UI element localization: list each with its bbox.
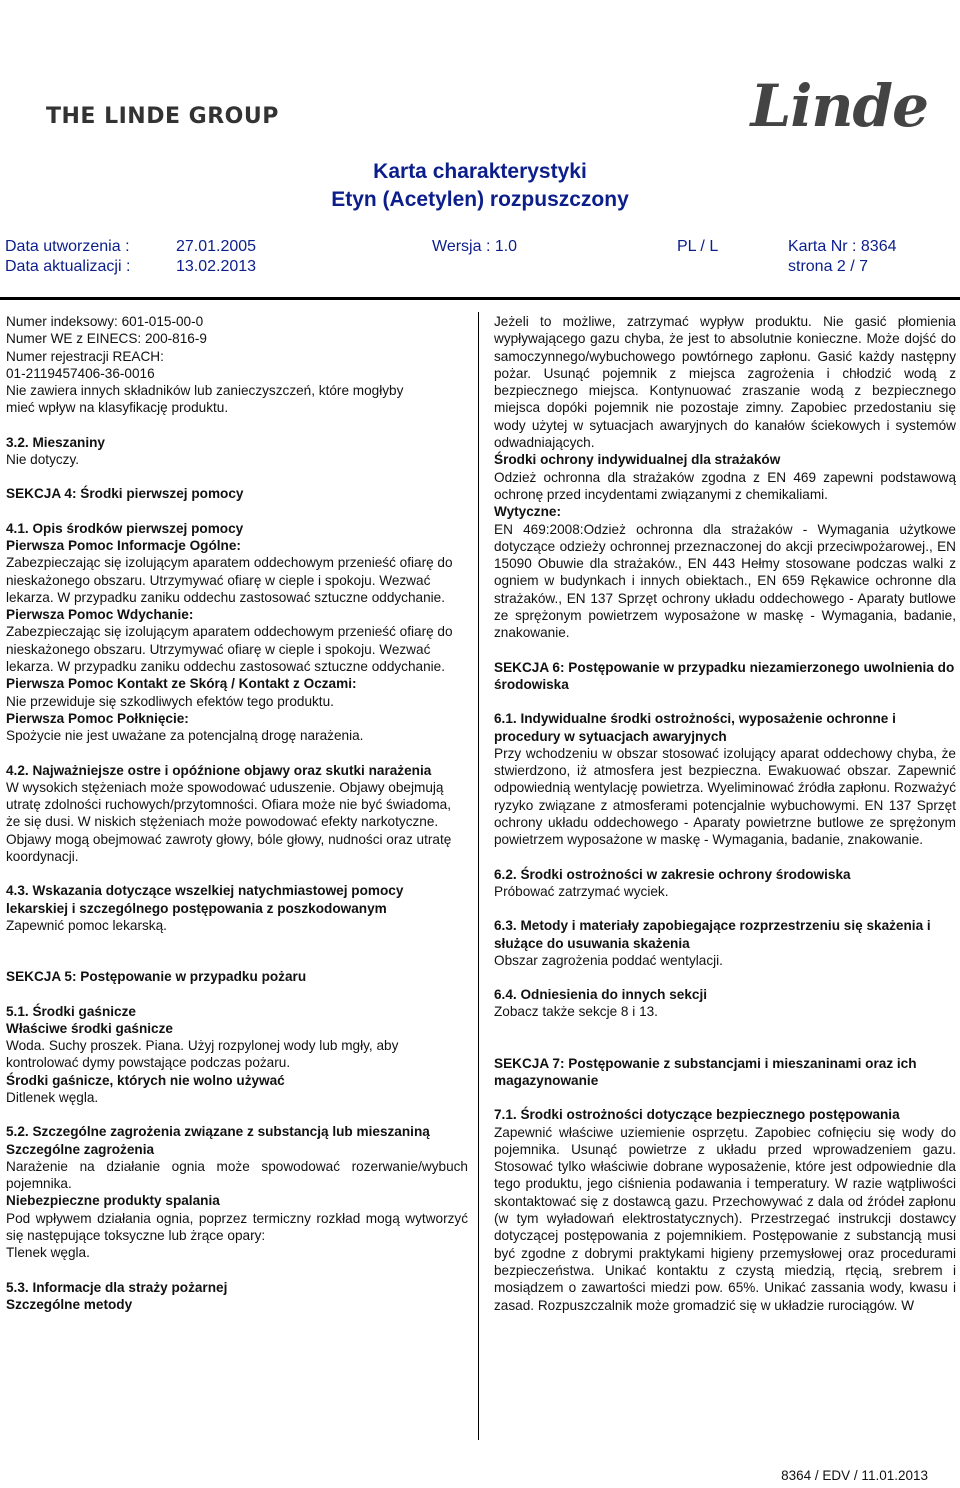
section-7-1-title: 7.1. Środki ostrożności dotyczące bezpiecznego postępowania bbox=[494, 1107, 900, 1123]
footer-reference: 8364 / EDV / 11.01.2013 bbox=[781, 1468, 928, 1483]
first-aid-inhalation-heading: Pierwsza Pomoc Wdychanie: bbox=[6, 607, 194, 623]
first-aid-ingestion-heading: Pierwsza Pomoc Połknięcie: bbox=[6, 710, 189, 726]
section-6-1-text: Przy wchodzeniu w obszar stosować izolujący aparat oddechowy chyba, że stwierdzono, iż atmosfera jest bezpieczna. Ewakuować obszar. Zapewnić odpowiednią wentylację powietrza. Wyeliminować źródła zapłonu. Rozważyć ryzyko związane z atmosferami potencjalnie wybuchowymi. EN 137 Sprzęt ochrony układu oddechowego - Aparaty powietrzne butlowe ze sprężonym powietrzem wyposażone w maskę - Wymagania, badanie, znakowanie. bbox=[494, 745, 956, 848]
version: Wersja : 1.0 bbox=[432, 238, 518, 255]
section-4-2-title: 4.2. Najważniejsze ostre i opóźnione objawy oraz skutki narażenia bbox=[6, 762, 432, 778]
first-aid-inhalation-text: Zabezpieczając się izolującym aparatem oddechowym przenieść ofiarę do nieskażonego obszaru. Utrzymywać ofiarę w cieple i spokoju. Wezwać lekarza. W przypadku zaniku oddechu zastosować sztuczne oddychanie. bbox=[6, 624, 453, 675]
section-3-2-text: Nie dotyczy. bbox=[6, 452, 80, 468]
reach-label: Numer rejestracji REACH: bbox=[6, 348, 164, 364]
section-6-4-text: Zobacz także sekcje 8 i 13. bbox=[494, 1004, 658, 1020]
first-aid-ingestion-text: Spożycie nie jest uważane za potencjalną drogę narażenia. bbox=[6, 728, 364, 744]
first-aid-general-text: Zabezpieczając się izolującym aparatem oddechowym przenieść ofiarę do nieskażonego obszaru. Utrzymywać ofiarę w cieple i spokoju. Wezwać lekarza. W przypadku zaniku oddechu zastosować sztuczne oddychanie. bbox=[6, 555, 453, 605]
section-6-3-title: 6.3. Metody i materiały zapobiegające rozprzestrzeniu się skażenia i służące do usuwania skażenia bbox=[494, 918, 931, 951]
suitable-media-text: Woda. Suchy proszek. Piana. Użyj rozpylonej wody lub mgły, aby kontrolować dymy powstające podczas pożaru. bbox=[6, 1038, 399, 1071]
section-6-4-title: 6.4. Odniesienia do innych sekcji bbox=[494, 987, 708, 1003]
first-aid-skin-eye-text: Nie przewiduje się szkodliwych efektów tego produktu. bbox=[6, 693, 334, 709]
section-4-2-text: W wysokich stężeniach może spowodować uduszenie. Objawy obejmują utratę zdolności ruchowych/przytomności. Ofiara może nie być świadoma, że się dusi. W niskich stężeniach może powodować efekty narkotyczne. Objawy mogą obejmować zawroty głowy, bóle głowy, nudności oraz utratę koordynacji. bbox=[6, 779, 452, 865]
page-number: strona 2 / 7 bbox=[788, 258, 869, 275]
section-5-3-title: 5.3. Informacje dla straży pożarnej bbox=[6, 1279, 228, 1295]
section-4-3-text: Zapewnić pomoc lekarską. bbox=[6, 917, 167, 933]
firefighting-methods-text: Jeżeli to możliwe, zatrzymać wypływ produktu. Nie gasić płomienia wypływającego gazu chyba, że jest to absolutnie konieczne. Może dojść do samoczynnego/wybuchowego powtórnego zapłonu. Gasić każdy następny pożar. Usunąć pojemnik z miejsca zagrożenia i chłodzić wodą z bezpiecznego miejsca. Kontynuować zraszanie wodą z bezpiecznego miejsca dopóki pojemnik nie pozostaje zimny. Zapobiec przedostaniu się wody użytej w sytuacjach awaryjnych do kanałów ściekowych i systemów odwadniających. bbox=[494, 314, 956, 451]
section-6-1-title: 6.1. Indywidualne środki ostrożności, wyposażenie ochronne i procedury w sytuacjach awaryjnych bbox=[494, 711, 896, 744]
created-date: 27.01.2005 bbox=[176, 238, 257, 255]
guidelines-text: EN 469:2008:Odzież ochronna dla strażaków - Wymagania użytkowe dotyczące odzieży ochronnej przeznaczonej do akcji przeciwpożarowej., EN 15090 Obuwie dla strażaków., EN 443 Hełmy stosowane podczas walki z ogniem w budynkach i innych obiektach., EN 659 Rękawice ochronne dla strażaków., EN 137 Sprzęt ochrony układu oddechowego - Aparaty butlowe ze sprężonym powietrzem wyposażone w maskę - Wymagania, badanie, znakowanie. bbox=[494, 521, 956, 641]
section-3-2-title: 3.2. Mieszaniny bbox=[6, 434, 105, 450]
first-aid-skin-eye-heading: Pierwsza Pomoc Kontakt ze Skórą / Kontakt z Oczami: bbox=[6, 676, 357, 692]
section-4-heading: SEKCJA 4: Środki pierwszej pomocy bbox=[6, 486, 244, 502]
country-code: PL / L bbox=[677, 238, 719, 255]
document-title: Karta charakterystyki bbox=[373, 160, 587, 183]
header-divider bbox=[0, 297, 960, 300]
section-6-heading: SEKCJA 6: Postępowanie w przypadku niezamierzonego uwolnienia do środowiska bbox=[494, 659, 955, 692]
guidelines-heading: Wytyczne: bbox=[494, 504, 561, 520]
section-5-heading: SEKCJA 5: Postępowanie w przypadku pożaru bbox=[6, 969, 307, 985]
section-7-1-text: Zapewnić właściwe uziemienie osprzętu. Zapobiec cofnięciu się wody do pojemnika. Usunąć powietrze z układu przed wprowadzeniem gazu. Stosować tylko właściwie dobrane wyposażenie, które jest odpowiednie dla tego produktu, jego ciśnienia podawania i temperatury. W razie wątpliwości skontaktować się z dostawcą gazu. Przechowywać z dala od źródeł zapłonu (w tym wyładowań elektrostatycznych). Przestrzegać instrukcji dostawcy dotyczącej postępowania z pojemnikiem. Postępowanie z substancją musi być zgodne z dobrymi praktykami higieny przemysłowej oraz procedurami bezpieczeństwa. Unikać kontaktu z czystą miedzią, rtęcią, srebrem i mosiądzem o zawartości miedzi pow. 65%. Unikać zassania wody, kwasu i zasad. Rozpuszczalnik może gromadzić się w układzie rurociągów. W bbox=[494, 1124, 956, 1313]
combustion-products-heading: Niebezpieczne produkty spalania bbox=[6, 1193, 220, 1209]
unsuitable-media-heading: Środki gaśnicze, których nie wolno używać bbox=[6, 1072, 285, 1088]
reach-number: 01-2119457406-36-0016 bbox=[6, 365, 155, 381]
impurities-line-2: mieć wpływ na klasyfikację produktu. bbox=[6, 400, 229, 416]
special-methods-heading: Szczególne metody bbox=[6, 1296, 133, 1312]
impurities-line-1: Nie zawiera innych składników lub zanieczyszczeń, które mogłyby bbox=[6, 383, 404, 399]
created-label: Data utworzenia : bbox=[5, 238, 130, 255]
left-column bbox=[6, 313, 468, 1313]
linde-logo: Linde bbox=[750, 72, 928, 140]
index-number: Numer indeksowy: 601-015-00-0 bbox=[6, 314, 204, 329]
column-divider bbox=[478, 312, 479, 1440]
section-6-2-text: Próbować zatrzymać wyciek. bbox=[494, 883, 669, 899]
section-5-2-title: 5.2. Szczególne zagrożenia związane z substancją lub mieszaniną bbox=[6, 1124, 430, 1140]
product-name: Etyn (Acetylen) rozpuszczony bbox=[331, 188, 629, 211]
unsuitable-media-text: Ditlenek węgla. bbox=[6, 1089, 99, 1105]
firefighter-ppe-heading: Środki ochrony indywidualnej dla strażaków bbox=[494, 452, 781, 468]
card-number: Karta Nr : 8364 bbox=[788, 238, 897, 255]
section-6-3-text: Obszar zagrożenia poddać wentylacji. bbox=[494, 952, 723, 968]
ec-number: Numer WE z EINECS: 200-816-9 bbox=[6, 331, 207, 347]
updated-label: Data aktualizacji : bbox=[5, 258, 131, 275]
combustion-products-text: Pod wpływem działania ognia, poprzez termiczny rozkład mogą wytworzyć się następujące toksyczne lub żrące opary: bbox=[6, 1210, 468, 1244]
section-4-1-title: 4.1. Opis środków pierwszej pomocy bbox=[6, 520, 244, 536]
firefighter-ppe-text: Odzież ochronna dla strażaków zgodna z EN 469 zapewni podstawową ochronę przed incydentami związanymi z chemikaliami. bbox=[494, 469, 956, 502]
updated-date: 13.02.2013 bbox=[176, 258, 257, 275]
section-4-3-title: 4.3. Wskazania dotyczące wszelkiej natychmiastowej pomocy lekarskiej i szczególnego postępowania z poszkodowanym bbox=[6, 883, 404, 916]
combustion-products-item: Tlenek węgla. bbox=[6, 1245, 90, 1261]
section-7-heading: SEKCJA 7: Postępowanie z substancjami i mieszaninami oraz ich magazynowanie bbox=[494, 1055, 917, 1088]
suitable-media-heading: Właściwe środki gaśnicze bbox=[6, 1020, 173, 1036]
special-hazards-heading: Szczególne zagrożenia bbox=[6, 1141, 155, 1157]
first-aid-general-heading: Pierwsza Pomoc Informacje Ogólne: bbox=[6, 537, 241, 553]
special-hazards-text: Narażenie na działanie ognia może spowodować rozerwanie/wybuch pojemnika. bbox=[6, 1158, 468, 1192]
right-column bbox=[494, 313, 956, 1314]
section-5-1-title: 5.1. Środki gaśnicze bbox=[6, 1003, 136, 1019]
section-6-2-title: 6.2. Środki ostrożności w zakresie ochrony środowiska bbox=[494, 866, 851, 882]
linde-group-wordmark: THE LINDE GROUP bbox=[46, 104, 279, 129]
